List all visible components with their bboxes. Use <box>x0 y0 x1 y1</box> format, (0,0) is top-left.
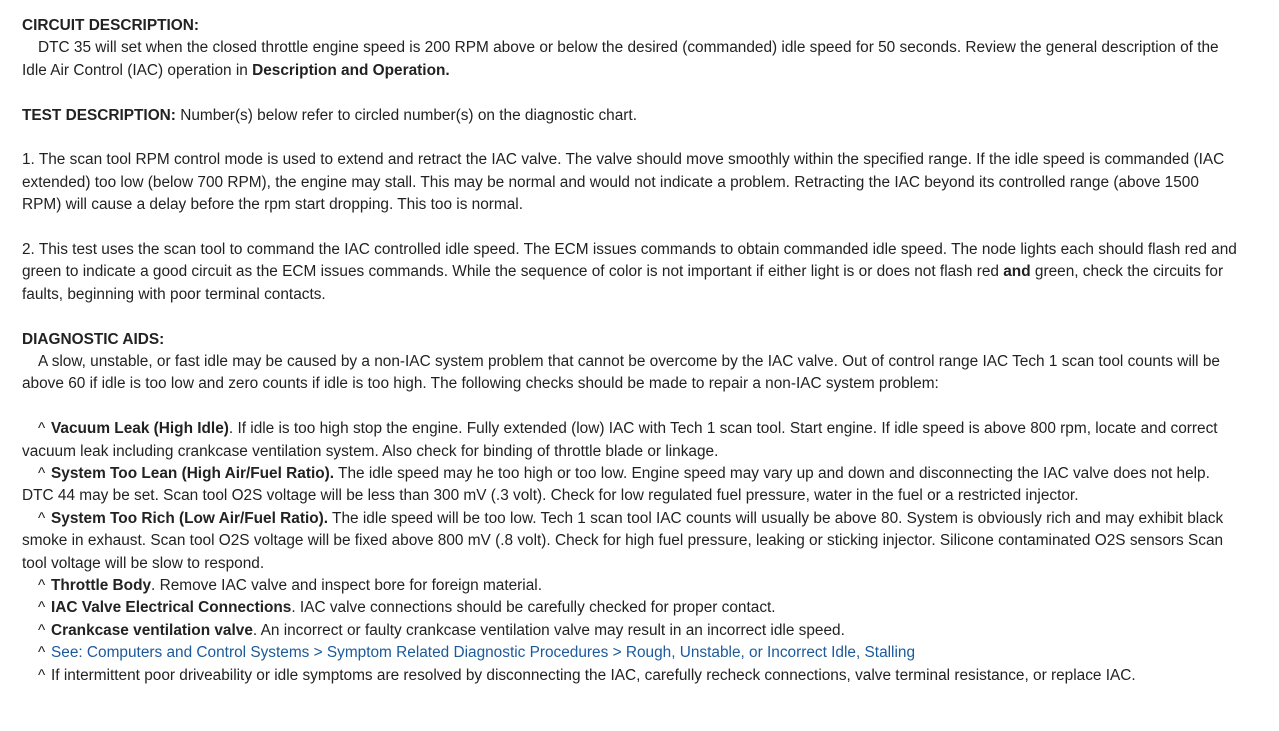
caret-bullet: ^ <box>38 465 46 483</box>
aid-item-text: . IAC valve connections should be carefully checked for proper contact. <box>291 599 776 617</box>
aid-item-text: . Remove IAC valve and inspect bore for foreign material. <box>151 577 542 595</box>
test-step-1: 1. The scan tool RPM control mode is used to extend and retract the IAC valve. The valve should move smoothly within the specified range. If the idle speed is commanded (IAC extended) too low (below 700 RPM), the engine may stall. This may be normal and would not indicate a problem. Retracting the IAC beyond its controlled range (above 1500 RPM) will cause a delay before the rpm start dropping. This too is normal. <box>22 151 1225 214</box>
aid-item-text: . An incorrect or faulty crankcase ventilation valve may result in an incorrect idle speed. <box>252 621 845 639</box>
caret-bullet: ^ <box>38 599 46 617</box>
caret-bullet: ^ <box>38 621 46 639</box>
test-step-2-text-b: green, check the circuits for faults, beginning with poor terminal contacts. <box>22 263 1224 303</box>
test-description-text: Number(s) below refer to circled number(s) on the diagnostic chart. <box>175 106 637 124</box>
aid-item-text: The idle speed may he too high or too low. Engine speed may vary up and down and disconnecting the IAC valve does not help. DTC 44 may be set. Scan tool O2S voltage will be less than 300 mV (.3 volt). Check for low regulated fuel pressure, water in the fuel or a restricted injector. <box>22 465 1210 505</box>
test-description-heading: TEST DESCRIPTION: <box>22 106 176 124</box>
aid-item-title: IAC Valve Electrical Connections <box>51 599 292 617</box>
aid-item-throttle-body <box>22 575 1242 597</box>
circuit-description-text: DTC 35 will set when the closed throttle engine speed is 200 RPM above or below the desired (commanded) idle speed for 50 seconds. Review the general description of the Idle Air Control (IAC) operation in <box>22 39 1219 79</box>
aid-item-crankcase-valve <box>22 620 1242 642</box>
diagnostic-aids-heading: DIAGNOSTIC AIDS: <box>22 330 165 348</box>
test-step-2-text-a: 2. This test uses the scan tool to command the IAC controlled idle speed. The ECM issues commands to obtain commanded idle speed. The node lights each should flash red and green to indicate a good circuit as the ECM issues commands. While the sequence of color is not important if either light is or does not flash red <box>22 241 1237 281</box>
aid-item-title: Crankcase ventilation valve <box>51 621 253 639</box>
aid-item-intermittent <box>22 665 1242 687</box>
caret-bullet: ^ <box>38 666 46 684</box>
aid-item-title: System Too Rich (Low Air/Fuel Ratio). <box>51 509 329 527</box>
caret-bullet: ^ <box>38 420 46 438</box>
aid-item-text: If intermittent poor driveability or idle symptoms are resolved by disconnecting the IAC, carefully recheck connections, valve terminal resistance, or replace IAC. <box>51 666 1136 684</box>
aid-item-too-lean <box>22 463 1242 508</box>
aid-item-text: The idle speed will be too low. Tech 1 scan tool IAC counts will usually be above 80. System is obviously rich and may exhibit black smoke in exhaust. Scan tool O2S voltage will be fixed above 800 mV (.8 volt). Check for high fuel pressure, leaking or sticking injector. Silicone contaminated O2S sensors Scan tool voltage will be slow to respond. <box>22 509 1224 572</box>
aid-item-title: System Too Lean (High Air/Fuel Ratio). <box>51 465 335 483</box>
aid-item-title: Vacuum Leak (High Idle) <box>51 420 229 438</box>
document-body <box>22 15 1242 687</box>
caret-bullet: ^ <box>38 509 46 527</box>
test-description-section <box>22 105 1242 127</box>
aid-item-iac-connections <box>22 597 1242 619</box>
circuit-description-heading: CIRCUIT DESCRIPTION: <box>22 17 199 34</box>
symptom-procedures-link[interactable]: See: Computers and Control Systems > Symptom Related Diagnostic Procedures > Rough, Unstable, or Incorrect Idle, Stalling <box>51 644 916 662</box>
aid-item-title: Throttle Body <box>51 577 152 595</box>
aid-item-too-rich <box>22 508 1242 575</box>
diagnostic-aids-intro: A slow, unstable, or fast idle may be caused by a non-IAC system problem that cannot be overcome by the IAC valve. Out of control range IAC Tech 1 scan tool counts will be above 60 if idle is too low and zero counts if idle is too high. The following checks should be made to repair a non-IAC system problem: <box>22 353 1220 393</box>
circuit-description-section <box>22 15 1242 82</box>
test-step-2-bold-and: and <box>1003 263 1031 281</box>
caret-bullet: ^ <box>38 577 46 595</box>
caret-bullet: ^ <box>38 644 46 662</box>
diagnostic-aids-section <box>22 329 1242 396</box>
test-step-2 <box>22 239 1242 306</box>
description-operation-ref: Description and Operation. <box>252 61 450 79</box>
aid-item-text: . If idle is too high stop the engine. Fully extended (low) IAC with Tech 1 scan tool. Start engine. If idle speed is above 800 rpm, locate and correct vacuum leak including crankcase ventilation system. Also check for binding of throttle blade or linkage. <box>22 420 1218 460</box>
aid-item-see-link <box>22 642 1242 664</box>
aid-item-vacuum-leak <box>22 418 1242 463</box>
